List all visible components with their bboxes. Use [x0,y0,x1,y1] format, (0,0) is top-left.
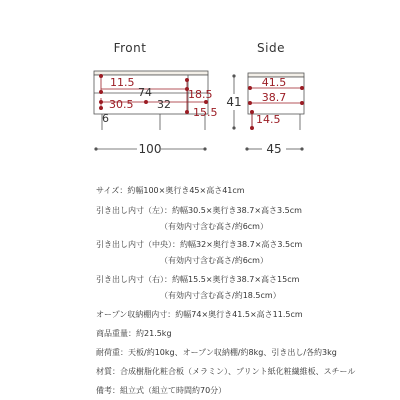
dim-label-14-5: 14.5 [256,113,281,126]
depth-dot-left [245,147,248,150]
spec-drawer-right-note: （有効内寸含む高さ/約18.5cm） [160,291,281,300]
dim-dot [99,74,102,77]
width-dot-right [203,147,206,150]
width-dot-left [94,147,97,150]
spec-notes: 備考：組立式（組立て時間約70分） [96,386,227,395]
spec-drawer-left: 引き出し内寸（左）：約幅30.5×奥行き38.7×高さ3.5cm [96,206,302,215]
front-width-dimension [94,142,206,156]
front-top-board [94,71,208,75]
dim-label-15-5: 15.5 [193,106,218,119]
dim-label-100: 100 [138,142,162,156]
depth-dot-right [300,147,303,150]
spec-drawer-center: 引き出し内寸（中央）：約幅32×奥行き38.7×高さ3.5cm [96,240,303,249]
dim-label-18-5: 18.5 [188,88,213,101]
front-view-label: Front [113,41,147,55]
dim-label-38-7: 38.7 [261,91,287,104]
dim-label-41: 41 [226,95,242,109]
dim-dot [99,106,102,109]
furniture-dimension-diagram [0,0,400,180]
dim-dot [300,86,303,89]
height-dot-bottom [232,126,235,129]
spec-drawer-left-note: （有効内寸含む高さ/約6cm） [160,222,268,231]
dim-dot [250,126,253,129]
spec-size: サイズ：約幅100×奥行き45×高さ41cm [96,186,245,195]
dim-dot [248,86,251,89]
dim-label-41-5: 41.5 [261,76,287,89]
dim-label-6: 6 [102,112,109,125]
spec-weight: 商品重量：約21.5kg [96,329,172,338]
spec-material: 材質：合成樹脂化粧合板（メラミン）、プリント紙化粧繊維板、スチール [96,367,356,376]
spec-load-capacity: 耐荷重：天板/約10kg、オープン収納棚/約8kg、引き出し/各約3kg [96,348,337,357]
dim-label-11-5: 11.5 [110,76,135,89]
dim-dot [185,110,188,113]
spec-open-shelf: オープン収納棚内寸：約幅74×奥行き41.5×高さ11.5cm [96,310,303,319]
spec-drawer-center-note: （有効内寸含む高さ/約6cm） [160,256,268,265]
dim-dot [185,78,188,81]
side-depth-dimension [245,142,303,156]
dim-label-45: 45 [266,142,282,156]
dim-label-74: 74 [138,86,152,99]
height-dot-top [232,74,235,77]
dim-dot [99,90,102,93]
dim-dot [300,101,303,104]
side-view-label: Side [257,41,285,55]
dim-dot [248,101,251,104]
spec-drawer-right: 引き出し内寸（右）：約幅15.5×奥行き38.7×高さ15cm [96,275,300,284]
dim-label-32: 32 [157,98,171,111]
dim-label-30-5: 30.5 [109,98,134,111]
side-height-dimension [226,74,241,129]
dim-dot [250,110,253,113]
